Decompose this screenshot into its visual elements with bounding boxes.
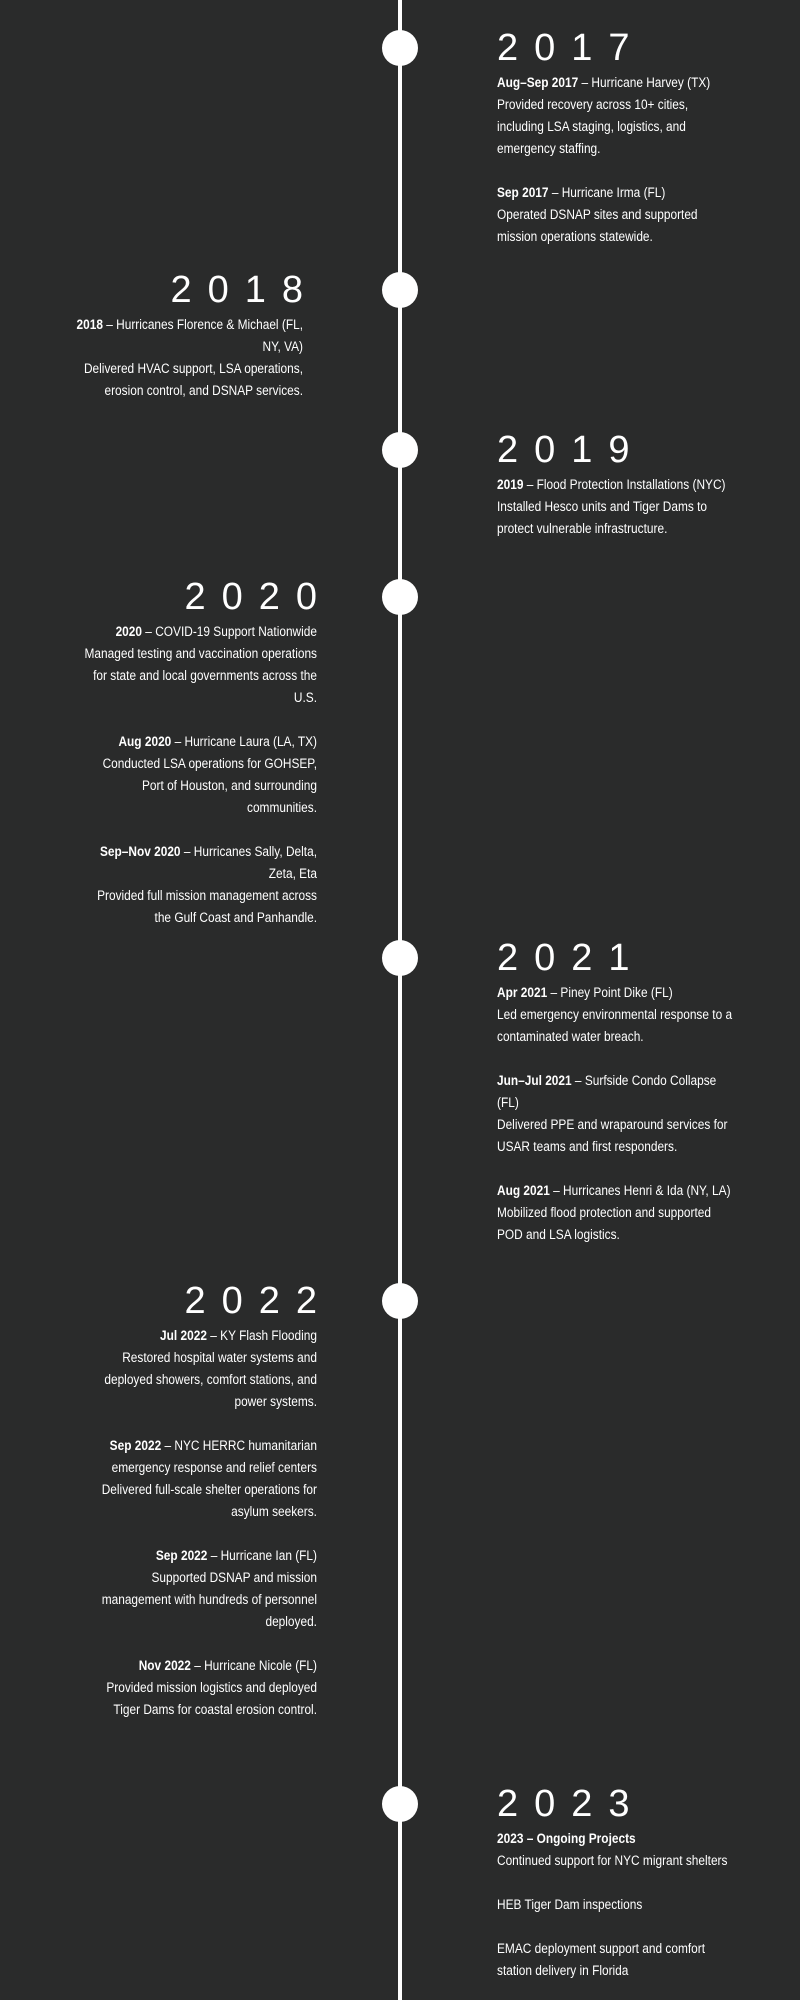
entry-description: Provided mission logistics and deployed Tiger Dams for coastal erosion control. xyxy=(106,1680,317,1717)
timeline-entry xyxy=(497,182,735,248)
timeline-entry xyxy=(82,621,317,709)
entry-date: Aug–Sep 2017 xyxy=(497,75,579,90)
entry-title: – Hurricanes Henri & Ida (NY, LA) xyxy=(549,1183,731,1198)
entry-title: – Hurricane Harvey (TX) xyxy=(578,75,711,90)
year-heading: 2021 xyxy=(497,937,646,979)
timeline-entry xyxy=(91,1325,317,1413)
year-section-2017 xyxy=(497,26,767,248)
entry-date: 2019 xyxy=(497,477,524,492)
entry-description: Provided recovery across 10+ cities, including LSA staging, logistics, and emergency staffing. xyxy=(497,97,689,156)
entry-description: HEB Tiger Dam inspections xyxy=(497,1897,643,1912)
entry-description: Conducted LSA operations for GOHSEP, Port of Houston, and surrounding communities. xyxy=(102,756,317,815)
entry-description: Provided full mission management across the Gulf Coast and Panhandle. xyxy=(97,888,317,925)
entry-title: – COVID-19 Support Nationwide xyxy=(142,624,317,639)
entry-description: Delivered PPE and wraparound services for USAR teams and first responders. xyxy=(497,1117,728,1154)
entry-description: Managed testing and vaccination operations for state and local governments across the U.S. xyxy=(84,646,317,705)
timeline-entry xyxy=(91,1545,317,1633)
year-section-2022 xyxy=(60,1279,333,1721)
entry-title: – Flood Protection Installations (NYC) xyxy=(523,477,726,492)
year-heading: 2019 xyxy=(497,429,646,471)
entry-date: Nov 2022 xyxy=(138,1658,191,1673)
entry-date: Jun–Jul 2021 xyxy=(497,1073,572,1088)
entry-date: Sep–Nov 2020 xyxy=(99,844,181,859)
entry-title: – Hurricane Ian (FL) xyxy=(207,1548,317,1563)
timeline-node-2020 xyxy=(382,579,418,615)
entry-title: – NYC HERRC humanitarian emergency response and relief centers xyxy=(111,1438,318,1475)
entry-title: – Hurricane Nicole (FL) xyxy=(190,1658,317,1673)
entry-date: Aug 2021 xyxy=(497,1183,550,1198)
timeline-entry xyxy=(72,314,303,402)
year-heading: 2023 xyxy=(497,1783,646,1825)
entry-title: – KY Flash Flooding xyxy=(206,1328,317,1343)
entry-date: Sep 2022 xyxy=(109,1438,162,1453)
entry-description: Led emergency environmental response to a contaminated water breach. xyxy=(497,1007,733,1044)
entry-title: – Hurricanes Florence & Michael (FL, NY, VA) xyxy=(102,317,303,354)
entry-date: Jul 2022 xyxy=(160,1328,207,1343)
timeline-entry xyxy=(497,1938,735,1982)
timeline-node-2018 xyxy=(382,272,418,308)
year-section-2021 xyxy=(497,936,767,1246)
year-heading: 2020 xyxy=(184,576,333,618)
entry-description: Delivered HVAC support, LSA operations, erosion control, and DSNAP services. xyxy=(83,361,303,398)
entry-title: – Surfside Condo Collapse (FL) xyxy=(497,1073,717,1110)
timeline-entry xyxy=(497,72,735,160)
timeline-node-2023 xyxy=(382,1786,418,1822)
timeline-entry xyxy=(497,1894,735,1916)
timeline-node-2022 xyxy=(382,1283,418,1319)
entry-date: 2020 xyxy=(115,624,143,639)
entry-description: Restored hospital water systems and deployed showers, comfort stations, and power systems. xyxy=(104,1350,317,1409)
timeline-entry xyxy=(497,1828,735,1872)
entry-description: Delivered full-scale shelter operations for asylum seekers. xyxy=(101,1482,317,1519)
entry-description: EMAC deployment support and comfort station delivery in Florida xyxy=(497,1941,706,1978)
timeline-node-2021 xyxy=(382,940,418,976)
timeline-entry xyxy=(497,1180,735,1246)
year-heading: 2018 xyxy=(170,269,319,311)
entry-description: Operated DSNAP sites and supported mission operations statewide. xyxy=(497,207,698,244)
year-heading: 2017 xyxy=(497,27,646,69)
entry-date: 2023 – Ongoing Projects xyxy=(497,1831,636,1846)
year-section-2020 xyxy=(50,575,333,929)
entry-description: Mobilized flood protection and supported POD and LSA logistics. xyxy=(497,1205,711,1242)
entry-date: Sep 2017 xyxy=(497,185,549,200)
entry-description: Installed Hesco units and Tiger Dams to protect vulnerable infrastructure. xyxy=(497,499,707,536)
entry-date: Apr 2021 xyxy=(497,985,548,1000)
timeline-node-2017 xyxy=(382,30,418,66)
entry-title: – Hurricane Laura (LA, TX) xyxy=(171,734,317,749)
timeline-entry xyxy=(497,1070,735,1158)
entry-date: Aug 2020 xyxy=(118,734,172,749)
entry-title: – Piney Point Dike (FL) xyxy=(547,985,673,1000)
timeline-entry xyxy=(82,731,317,819)
timeline-entry xyxy=(497,982,735,1048)
entry-date: Sep 2022 xyxy=(155,1548,208,1563)
entry-description: Continued support for NYC migrant shelters xyxy=(497,1853,728,1868)
year-heading: 2022 xyxy=(184,1280,333,1322)
timeline-node-2019 xyxy=(382,432,418,468)
entry-title: – Hurricane Irma (FL) xyxy=(548,185,666,200)
entry-title: – Hurricanes Sally, Delta, Zeta, Eta xyxy=(180,844,317,881)
timeline-entry xyxy=(497,474,735,540)
timeline-entry xyxy=(82,841,317,929)
timeline-entry xyxy=(91,1435,317,1523)
entry-date: 2018 xyxy=(76,317,103,332)
entry-description: Supported DSNAP and mission management with hundreds of personnel deployed. xyxy=(101,1570,317,1629)
year-section-2019 xyxy=(497,428,767,540)
year-section-2023 xyxy=(497,1782,767,1982)
timeline-entry xyxy=(91,1655,317,1721)
year-section-2018 xyxy=(40,268,319,402)
